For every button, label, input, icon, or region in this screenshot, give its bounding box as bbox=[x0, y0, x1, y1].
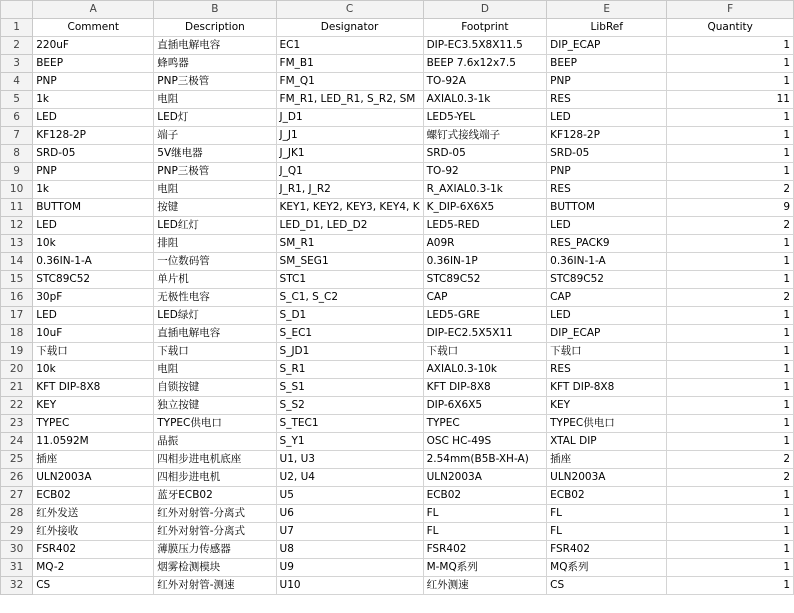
table-cell[interactable]: CAP bbox=[423, 289, 547, 307]
row-header[interactable]: 1 bbox=[1, 19, 33, 37]
row-header[interactable]: 5 bbox=[1, 91, 33, 109]
table-cell[interactable]: TO-92A bbox=[423, 73, 547, 91]
table-cell[interactable]: 0.36IN-1P bbox=[423, 253, 547, 271]
table-cell[interactable]: FSR402 bbox=[423, 541, 547, 559]
table-row bbox=[1, 559, 794, 577]
table-cell[interactable]: 一位数码管 bbox=[154, 253, 276, 271]
row-header[interactable]: 31 bbox=[1, 559, 33, 577]
table-cell[interactable]: 下载口 bbox=[154, 343, 276, 361]
table-cell[interactable]: 红外接收 bbox=[33, 523, 154, 541]
table-cell[interactable]: KEY bbox=[33, 397, 154, 415]
table-cell[interactable]: 1 bbox=[667, 505, 794, 523]
table-cell[interactable]: 1 bbox=[667, 73, 794, 91]
table-cell[interactable]: KF128-2P bbox=[547, 127, 667, 145]
table-row bbox=[1, 19, 794, 37]
row-header[interactable]: 9 bbox=[1, 163, 33, 181]
table-cell[interactable]: S_R1 bbox=[276, 361, 423, 379]
table-row bbox=[1, 577, 794, 595]
table-cell[interactable]: PNP三极管 bbox=[154, 163, 276, 181]
table-cell[interactable]: FL bbox=[423, 523, 547, 541]
table-row bbox=[1, 307, 794, 325]
table-row bbox=[1, 397, 794, 415]
table-cell[interactable]: 1 bbox=[667, 415, 794, 433]
table-cell[interactable]: TYPEC bbox=[423, 415, 547, 433]
table-cell[interactable]: LED5-GRE bbox=[423, 307, 547, 325]
table-cell[interactable]: 独立按键 bbox=[154, 397, 276, 415]
table-cell[interactable]: LED bbox=[33, 307, 154, 325]
table-cell[interactable]: 1 bbox=[667, 271, 794, 289]
table-cell[interactable]: BEEP bbox=[547, 55, 667, 73]
table-cell[interactable]: BEEP bbox=[33, 55, 154, 73]
table-cell[interactable]: LED5-RED bbox=[423, 217, 547, 235]
table-cell[interactable]: 1 bbox=[667, 397, 794, 415]
table-cell[interactable]: FL bbox=[547, 505, 667, 523]
table-row bbox=[1, 451, 794, 469]
table-cell[interactable]: LED5-YEL bbox=[423, 109, 547, 127]
table-cell[interactable]: FM_B1 bbox=[276, 55, 423, 73]
table-row bbox=[1, 271, 794, 289]
table-row bbox=[1, 433, 794, 451]
table-cell[interactable]: 1 bbox=[667, 163, 794, 181]
row-header[interactable]: 23 bbox=[1, 415, 33, 433]
table-cell[interactable]: STC89C52 bbox=[423, 271, 547, 289]
table-cell[interactable]: K_DIP-6X6X5 bbox=[423, 199, 547, 217]
table-cell[interactable]: FSR402 bbox=[547, 541, 667, 559]
column-header-c[interactable]: C bbox=[276, 1, 423, 19]
table-cell[interactable]: 单片机 bbox=[154, 271, 276, 289]
table-cell[interactable]: 插座 bbox=[33, 451, 154, 469]
table-cell[interactable]: 10k bbox=[33, 361, 154, 379]
table-cell[interactable]: DIP-6X6X5 bbox=[423, 397, 547, 415]
table-cell[interactable]: SRD-05 bbox=[423, 145, 547, 163]
table-cell[interactable]: 电阻 bbox=[154, 181, 276, 199]
table-cell[interactable]: 蜂鸣器 bbox=[154, 55, 276, 73]
table-row bbox=[1, 361, 794, 379]
table-cell[interactable]: 5V继电器 bbox=[154, 145, 276, 163]
table-cell[interactable]: LED红灯 bbox=[154, 217, 276, 235]
table-cell[interactable]: J_J1 bbox=[276, 127, 423, 145]
row-header[interactable]: 10 bbox=[1, 181, 33, 199]
table-cell[interactable]: KFT DIP-8X8 bbox=[423, 379, 547, 397]
table-cell[interactable]: 1 bbox=[667, 361, 794, 379]
table-cell[interactable]: S_Y1 bbox=[276, 433, 423, 451]
header-cell[interactable]: Quantity bbox=[667, 19, 794, 37]
table-cell[interactable]: 220uF bbox=[33, 37, 154, 55]
table-cell[interactable]: 红外发送 bbox=[33, 505, 154, 523]
table-cell[interactable]: LED bbox=[547, 307, 667, 325]
table-cell[interactable]: 1 bbox=[667, 523, 794, 541]
table-cell[interactable]: U7 bbox=[276, 523, 423, 541]
row-header[interactable]: 12 bbox=[1, 217, 33, 235]
table-cell[interactable]: PNP三极管 bbox=[154, 73, 276, 91]
table-cell[interactable]: S_D1 bbox=[276, 307, 423, 325]
row-header[interactable]: 6 bbox=[1, 109, 33, 127]
table-cell[interactable]: 10uF bbox=[33, 325, 154, 343]
table-cell[interactable]: ULN2003A bbox=[423, 469, 547, 487]
table-row bbox=[1, 289, 794, 307]
table-cell[interactable]: U8 bbox=[276, 541, 423, 559]
column-header-b[interactable]: B bbox=[154, 1, 276, 19]
table-cell[interactable]: S_C1, S_C2 bbox=[276, 289, 423, 307]
table-row bbox=[1, 145, 794, 163]
column-header-d[interactable]: D bbox=[423, 1, 547, 19]
table-row bbox=[1, 91, 794, 109]
table-cell[interactable]: 9 bbox=[667, 199, 794, 217]
table-cell[interactable]: 下载口 bbox=[423, 343, 547, 361]
table-cell[interactable]: RES bbox=[547, 181, 667, 199]
header-cell[interactable]: Description bbox=[154, 19, 276, 37]
table-cell[interactable]: 螺钉式接线端子 bbox=[423, 127, 547, 145]
table-row bbox=[1, 109, 794, 127]
table-cell[interactable]: LED bbox=[33, 109, 154, 127]
table-cell[interactable]: KEY1, KEY2, KEY3, KEY4, K bbox=[276, 199, 423, 217]
column-header-a[interactable]: A bbox=[33, 1, 154, 19]
table-cell[interactable]: 2 bbox=[667, 469, 794, 487]
table-cell[interactable]: STC89C52 bbox=[547, 271, 667, 289]
table-cell[interactable]: 无极性电容 bbox=[154, 289, 276, 307]
row-header[interactable]: 11 bbox=[1, 199, 33, 217]
table-row bbox=[1, 379, 794, 397]
table-cell[interactable]: 1 bbox=[667, 37, 794, 55]
table-cell[interactable]: 2 bbox=[667, 289, 794, 307]
table-cell[interactable]: 四相步进电机底座 bbox=[154, 451, 276, 469]
table-cell[interactable]: 下载口 bbox=[547, 343, 667, 361]
select-all-corner[interactable] bbox=[1, 1, 33, 19]
table-row bbox=[1, 415, 794, 433]
table-cell[interactable]: 红外对射管-测速 bbox=[154, 577, 276, 595]
table-cell[interactable]: S_JD1 bbox=[276, 343, 423, 361]
table-row bbox=[1, 541, 794, 559]
table-cell[interactable]: 1k bbox=[33, 181, 154, 199]
table-cell[interactable]: U2, U4 bbox=[276, 469, 423, 487]
table-cell[interactable]: FSR402 bbox=[33, 541, 154, 559]
table-cell[interactable]: TYPEC供电口 bbox=[154, 415, 276, 433]
table-cell[interactable]: SRD-05 bbox=[33, 145, 154, 163]
table-cell[interactable]: BEEP 7.6x12x7.5 bbox=[423, 55, 547, 73]
table-row bbox=[1, 505, 794, 523]
table-cell[interactable]: LED bbox=[33, 217, 154, 235]
table-row bbox=[1, 37, 794, 55]
table-cell[interactable]: XTAL DIP bbox=[547, 433, 667, 451]
table-row bbox=[1, 181, 794, 199]
table-cell[interactable]: KF128-2P bbox=[33, 127, 154, 145]
table-row bbox=[1, 235, 794, 253]
table-cell[interactable]: 2 bbox=[667, 451, 794, 469]
row-header[interactable]: 4 bbox=[1, 73, 33, 91]
row-header[interactable]: 25 bbox=[1, 451, 33, 469]
row-header[interactable]: 13 bbox=[1, 235, 33, 253]
row-header[interactable]: 27 bbox=[1, 487, 33, 505]
table-cell[interactable]: 薄膜压力传感器 bbox=[154, 541, 276, 559]
table-cell[interactable]: 1 bbox=[667, 109, 794, 127]
table-cell[interactable]: CS bbox=[33, 577, 154, 595]
table-cell[interactable]: 直插电解电容 bbox=[154, 325, 276, 343]
row-header[interactable]: 14 bbox=[1, 253, 33, 271]
table-cell[interactable]: KFT DIP-8X8 bbox=[547, 379, 667, 397]
column-header-row bbox=[1, 1, 794, 19]
table-cell[interactable]: BUTTOM bbox=[33, 199, 154, 217]
table-cell[interactable]: R_AXIAL0.3-1k bbox=[423, 181, 547, 199]
table-cell[interactable]: RES_PACK9 bbox=[547, 235, 667, 253]
table-row bbox=[1, 127, 794, 145]
table-cell[interactable]: S_S2 bbox=[276, 397, 423, 415]
table-row bbox=[1, 523, 794, 541]
table-cell[interactable]: EC1 bbox=[276, 37, 423, 55]
table-cell[interactable]: DIP-EC3.5X8X11.5 bbox=[423, 37, 547, 55]
table-cell[interactable]: ULN2003A bbox=[33, 469, 154, 487]
table-cell[interactable]: 1 bbox=[667, 253, 794, 271]
row-header[interactable]: 28 bbox=[1, 505, 33, 523]
table-cell[interactable]: J_JK1 bbox=[276, 145, 423, 163]
row-header[interactable]: 32 bbox=[1, 577, 33, 595]
table-cell[interactable]: MQ-2 bbox=[33, 559, 154, 577]
row-header[interactable]: 30 bbox=[1, 541, 33, 559]
table-cell[interactable]: 0.36IN-1-A bbox=[547, 253, 667, 271]
table-cell[interactable]: 1 bbox=[667, 487, 794, 505]
table-cell[interactable]: 2 bbox=[667, 217, 794, 235]
table-cell[interactable]: DIP_ECAP bbox=[547, 325, 667, 343]
table-cell[interactable]: U10 bbox=[276, 577, 423, 595]
table-cell[interactable]: KFT DIP-8X8 bbox=[33, 379, 154, 397]
table-cell[interactable]: ECB02 bbox=[33, 487, 154, 505]
table-cell[interactable]: BUTTOM bbox=[547, 199, 667, 217]
table-cell[interactable]: 插座 bbox=[547, 451, 667, 469]
table-cell[interactable]: PNP bbox=[547, 163, 667, 181]
table-cell[interactable]: U5 bbox=[276, 487, 423, 505]
table-cell[interactable]: 1k bbox=[33, 91, 154, 109]
table-cell[interactable]: 1 bbox=[667, 127, 794, 145]
table-cell[interactable]: ECB02 bbox=[547, 487, 667, 505]
table-cell[interactable]: 11 bbox=[667, 91, 794, 109]
table-cell[interactable]: OSC HC-49S bbox=[423, 433, 547, 451]
table-cell[interactable]: 2.54mm(B5B-XH-A) bbox=[423, 451, 547, 469]
header-cell[interactable]: Designator bbox=[276, 19, 423, 37]
table-cell[interactable]: 1 bbox=[667, 235, 794, 253]
table-cell[interactable]: 1 bbox=[667, 145, 794, 163]
table-cell[interactable]: 下载口 bbox=[33, 343, 154, 361]
table-cell[interactable]: 排阻 bbox=[154, 235, 276, 253]
row-header[interactable]: 17 bbox=[1, 307, 33, 325]
table-row bbox=[1, 199, 794, 217]
table-cell[interactable]: M-MQ系列 bbox=[423, 559, 547, 577]
table-cell[interactable]: LED bbox=[547, 109, 667, 127]
table-cell[interactable]: J_D1 bbox=[276, 109, 423, 127]
row-header[interactable]: 3 bbox=[1, 55, 33, 73]
table-cell[interactable]: 电阻 bbox=[154, 91, 276, 109]
table-row bbox=[1, 55, 794, 73]
table-cell[interactable]: 电阻 bbox=[154, 361, 276, 379]
table-cell[interactable]: 红外对射管-分离式 bbox=[154, 523, 276, 541]
table-cell[interactable]: 11.0592M bbox=[33, 433, 154, 451]
header-cell[interactable]: LibRef bbox=[547, 19, 667, 37]
header-cell[interactable]: Comment bbox=[33, 19, 154, 37]
table-cell[interactable]: ULN2003A bbox=[547, 469, 667, 487]
table-cell[interactable]: STC89C52 bbox=[33, 271, 154, 289]
table-cell[interactable]: 红外对射管-分离式 bbox=[154, 505, 276, 523]
table-cell[interactable]: CAP bbox=[547, 289, 667, 307]
table-cell[interactable]: J_Q1 bbox=[276, 163, 423, 181]
table-cell[interactable]: 1 bbox=[667, 433, 794, 451]
table-cell[interactable]: DIP-EC2.5X5X11 bbox=[423, 325, 547, 343]
header-cell[interactable]: Footprint bbox=[423, 19, 547, 37]
table-cell[interactable]: 烟雾检测模块 bbox=[154, 559, 276, 577]
table-cell[interactable]: CS bbox=[547, 577, 667, 595]
table-cell[interactable]: FM_R1, LED_R1, S_R2, SM bbox=[276, 91, 423, 109]
table-cell[interactable]: 1 bbox=[667, 577, 794, 595]
row-header[interactable]: 7 bbox=[1, 127, 33, 145]
table-cell[interactable]: AXIAL0.3-1k bbox=[423, 91, 547, 109]
table-cell[interactable]: 30pF bbox=[33, 289, 154, 307]
table-cell[interactable]: 红外测速 bbox=[423, 577, 547, 595]
row-header[interactable]: 22 bbox=[1, 397, 33, 415]
row-header[interactable]: 18 bbox=[1, 325, 33, 343]
column-header-f[interactable]: F bbox=[667, 1, 794, 19]
table-cell[interactable]: TO-92 bbox=[423, 163, 547, 181]
table-row bbox=[1, 253, 794, 271]
table-cell[interactable]: S_TEC1 bbox=[276, 415, 423, 433]
table-cell[interactable]: U1, U3 bbox=[276, 451, 423, 469]
table-row bbox=[1, 73, 794, 91]
row-header[interactable]: 19 bbox=[1, 343, 33, 361]
table-cell[interactable]: RES bbox=[547, 361, 667, 379]
table-cell[interactable]: LED绿灯 bbox=[154, 307, 276, 325]
row-header[interactable]: 29 bbox=[1, 523, 33, 541]
table-cell[interactable]: STC1 bbox=[276, 271, 423, 289]
table-cell[interactable]: 自锁按键 bbox=[154, 379, 276, 397]
table-cell[interactable]: 2 bbox=[667, 181, 794, 199]
table-cell[interactable]: S_EC1 bbox=[276, 325, 423, 343]
table-cell[interactable]: 按键 bbox=[154, 199, 276, 217]
table-cell[interactable]: PNP bbox=[33, 73, 154, 91]
table-cell[interactable]: S_S1 bbox=[276, 379, 423, 397]
table-cell[interactable]: 10k bbox=[33, 235, 154, 253]
column-header-e[interactable]: E bbox=[547, 1, 667, 19]
table-row bbox=[1, 217, 794, 235]
table-cell[interactable]: ECB02 bbox=[423, 487, 547, 505]
table-cell[interactable]: 四相步进电机 bbox=[154, 469, 276, 487]
row-header[interactable]: 20 bbox=[1, 361, 33, 379]
table-cell[interactable]: FL bbox=[547, 523, 667, 541]
table-cell[interactable]: 1 bbox=[667, 379, 794, 397]
table-cell[interactable]: SM_R1 bbox=[276, 235, 423, 253]
table-cell[interactable]: SM_SEG1 bbox=[276, 253, 423, 271]
table-cell[interactable]: 1 bbox=[667, 343, 794, 361]
table-cell[interactable]: 0.36IN-1-A bbox=[33, 253, 154, 271]
row-header[interactable]: 8 bbox=[1, 145, 33, 163]
row-header[interactable]: 24 bbox=[1, 433, 33, 451]
table-cell[interactable]: FM_Q1 bbox=[276, 73, 423, 91]
table-row bbox=[1, 343, 794, 361]
row-header[interactable]: 26 bbox=[1, 469, 33, 487]
table-cell[interactable]: 1 bbox=[667, 55, 794, 73]
table-cell[interactable]: AXIAL0.3-10k bbox=[423, 361, 547, 379]
table-cell[interactable]: PNP bbox=[33, 163, 154, 181]
table-cell[interactable]: 晶振 bbox=[154, 433, 276, 451]
table-row bbox=[1, 487, 794, 505]
table-cell[interactable]: LED灯 bbox=[154, 109, 276, 127]
table-cell[interactable]: MQ系列 bbox=[547, 559, 667, 577]
table-row bbox=[1, 325, 794, 343]
table-cell[interactable]: 直插电解电容 bbox=[154, 37, 276, 55]
table-cell[interactable]: FL bbox=[423, 505, 547, 523]
table-cell[interactable]: A09R bbox=[423, 235, 547, 253]
table-cell[interactable]: 1 bbox=[667, 307, 794, 325]
row-header[interactable]: 2 bbox=[1, 37, 33, 55]
table-cell[interactable]: TYPEC bbox=[33, 415, 154, 433]
table-cell[interactable]: J_R1, J_R2 bbox=[276, 181, 423, 199]
table-cell[interactable]: 端子 bbox=[154, 127, 276, 145]
table-cell[interactable]: SRD-05 bbox=[547, 145, 667, 163]
table-cell[interactable]: 1 bbox=[667, 325, 794, 343]
table-cell[interactable]: RES bbox=[547, 91, 667, 109]
table-row bbox=[1, 469, 794, 487]
table-cell[interactable]: LED bbox=[547, 217, 667, 235]
table-cell[interactable]: U6 bbox=[276, 505, 423, 523]
table-cell[interactable]: TYPEC供电口 bbox=[547, 415, 667, 433]
table-row bbox=[1, 163, 794, 181]
table-cell[interactable]: DIP_ECAP bbox=[547, 37, 667, 55]
row-header[interactable]: 15 bbox=[1, 271, 33, 289]
table-cell[interactable]: 蓝牙ECB02 bbox=[154, 487, 276, 505]
table-cell[interactable]: LED_D1, LED_D2 bbox=[276, 217, 423, 235]
table-cell[interactable]: KEY bbox=[547, 397, 667, 415]
row-header[interactable]: 16 bbox=[1, 289, 33, 307]
table-cell[interactable]: 1 bbox=[667, 541, 794, 559]
table-cell[interactable]: 1 bbox=[667, 559, 794, 577]
row-header[interactable]: 21 bbox=[1, 379, 33, 397]
table-cell[interactable]: U9 bbox=[276, 559, 423, 577]
table-cell[interactable]: PNP bbox=[547, 73, 667, 91]
